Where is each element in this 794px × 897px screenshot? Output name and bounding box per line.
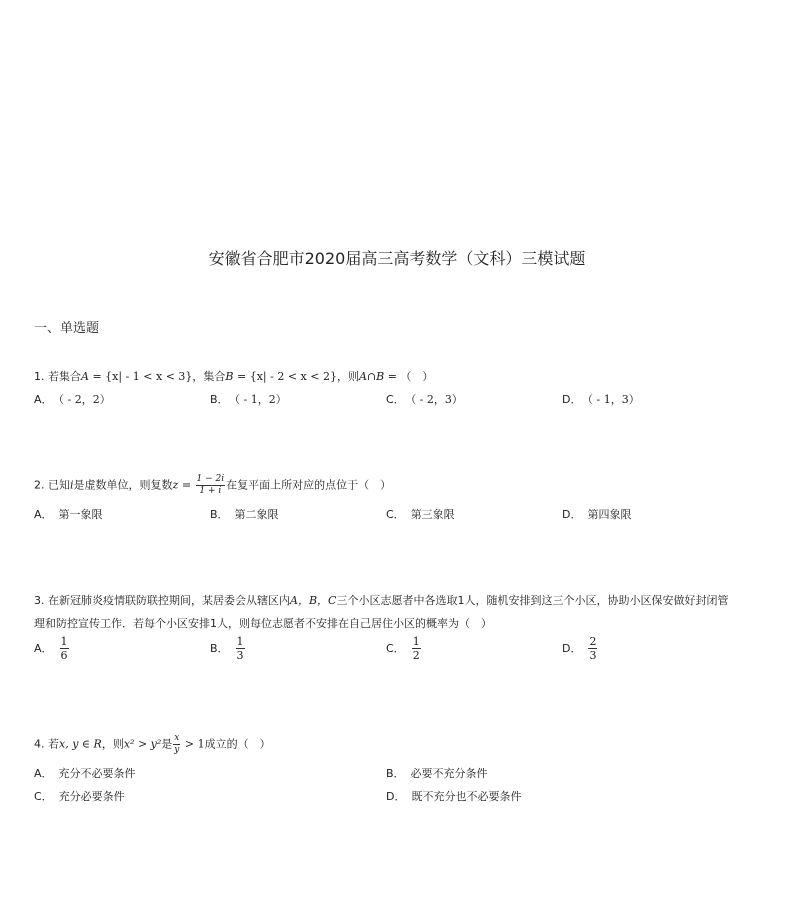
option-text: 第四象限 <box>587 508 632 521</box>
fraction-denominator: 6 <box>60 649 68 662</box>
fraction <box>196 474 226 497</box>
option-label: C． <box>386 393 405 406</box>
question-text: 若集合 <box>48 370 81 383</box>
section-heading: 一、单选题 <box>34 321 100 336</box>
math-var: z <box>172 478 179 492</box>
option-label: A． <box>34 508 53 521</box>
question-number: 1. <box>34 370 45 383</box>
question-text: ，则 <box>101 737 124 751</box>
fraction-numerator: 2 <box>589 635 597 648</box>
question-text: 是 <box>161 737 173 751</box>
option-label: C． <box>386 508 405 521</box>
option-text: （ - 2，3） <box>410 393 463 406</box>
option-label: D． <box>562 641 582 655</box>
option-text: 第一象限 <box>58 508 103 521</box>
fraction-numerator: 1 <box>412 635 420 648</box>
math-var: A <box>81 370 89 383</box>
option-text: 必要不充分条件 <box>410 767 488 780</box>
question-number: 3. <box>34 594 45 607</box>
option-label: A． <box>34 393 53 406</box>
fraction-denominator: 2 <box>412 649 420 662</box>
option-label: D． <box>562 393 582 406</box>
question-text: 是虚数单位，则复数 <box>73 478 173 492</box>
question-3-line-2: 理和防控宣传工作．若每个小区安排1人，则每位志愿者不安排在自己居住小区的概率为（ ） <box>34 617 492 630</box>
option-text: （ - 1，3） <box>587 393 640 406</box>
option-text: 充分不必要条件 <box>58 767 136 780</box>
option-b[interactable] <box>210 391 287 407</box>
option-c[interactable] <box>386 391 463 407</box>
math-expr: > 1 <box>181 737 205 751</box>
page-title: 安徽省合肥市2020届高三高考数学（文科）三模试题 <box>208 249 586 268</box>
option-label: C． <box>386 641 405 655</box>
fraction <box>60 635 69 662</box>
option-text: （ - 2，2） <box>58 393 111 406</box>
option-a[interactable] <box>34 391 111 407</box>
question-1 <box>34 368 433 384</box>
question-3 <box>34 592 728 608</box>
question-number: 4. <box>34 737 45 751</box>
fraction <box>236 635 245 662</box>
option-label: D． <box>386 790 406 803</box>
option-text: 充分必要条件 <box>58 790 125 803</box>
question-2 <box>34 474 391 497</box>
question-text: ，集合 <box>192 370 226 383</box>
question-text: 在复平面上所对应的点位于（ ） <box>226 478 392 492</box>
option-label: B． <box>210 393 229 406</box>
question-text: 在新冠肺炎疫情联防联控期间，某居委会从辖区内 <box>48 594 290 607</box>
option-label: D． <box>562 508 582 521</box>
math-expr: x² > y² <box>123 737 162 751</box>
question-4 <box>34 733 271 756</box>
math-expr: x, y ∈ R <box>59 737 102 751</box>
question-text: = （ ） <box>384 370 434 383</box>
math-expr: A∩B <box>358 370 385 383</box>
option-d[interactable] <box>562 635 598 662</box>
math-expr: = {x| - 2 < x < 2} <box>233 370 337 383</box>
fraction <box>588 635 597 662</box>
option-d[interactable] <box>386 788 521 804</box>
fraction-denominator: 3 <box>236 649 244 662</box>
math-expr: = {x| - 1 < x < 3} <box>88 370 193 383</box>
option-d[interactable] <box>562 506 631 522</box>
option-c[interactable] <box>386 506 455 522</box>
fraction-numerator: x <box>174 733 180 743</box>
math-var: A，B，C <box>290 594 337 607</box>
option-b[interactable] <box>210 635 246 662</box>
option-a[interactable] <box>34 765 136 781</box>
math-var: i <box>70 478 74 492</box>
option-text: 第三象限 <box>410 508 455 521</box>
fraction-denominator: 3 <box>589 649 597 662</box>
option-a[interactable] <box>34 635 70 662</box>
option-d[interactable] <box>562 391 640 407</box>
option-label: C． <box>34 790 53 803</box>
question-text: 若 <box>48 737 59 751</box>
question-text: ，则 <box>336 370 359 383</box>
option-c[interactable] <box>386 635 422 662</box>
option-text: 第二象限 <box>234 508 279 521</box>
option-label: A． <box>34 641 53 655</box>
fraction-numerator: 1 − 2i <box>196 474 225 484</box>
math-expr: = <box>178 478 195 492</box>
fraction-denominator: 1 + i <box>199 486 222 496</box>
option-label: B． <box>210 508 229 521</box>
option-c[interactable] <box>34 788 125 804</box>
option-label: B． <box>210 641 229 655</box>
option-text: （ - 1，2） <box>234 393 287 406</box>
fraction-numerator: 1 <box>236 635 244 648</box>
option-text: 既不充分也不必要条件 <box>411 790 522 803</box>
fraction-numerator: 1 <box>60 635 68 648</box>
option-b[interactable] <box>386 765 488 781</box>
question-text: 已知 <box>48 478 70 492</box>
math-var: B <box>225 370 234 383</box>
fraction <box>173 733 180 756</box>
question-text: 三个小区志愿者中各选取1人，随机安排到这三个小区，协助小区保安做好封闭管 <box>336 594 729 607</box>
question-number: 2. <box>34 478 45 492</box>
fraction <box>412 635 421 662</box>
question-text: 成立的（ ） <box>204 737 271 751</box>
option-label: B． <box>386 767 405 780</box>
option-a[interactable] <box>34 506 103 522</box>
option-b[interactable] <box>210 506 279 522</box>
option-label: A． <box>34 767 53 780</box>
fraction-denominator: y <box>174 745 180 755</box>
